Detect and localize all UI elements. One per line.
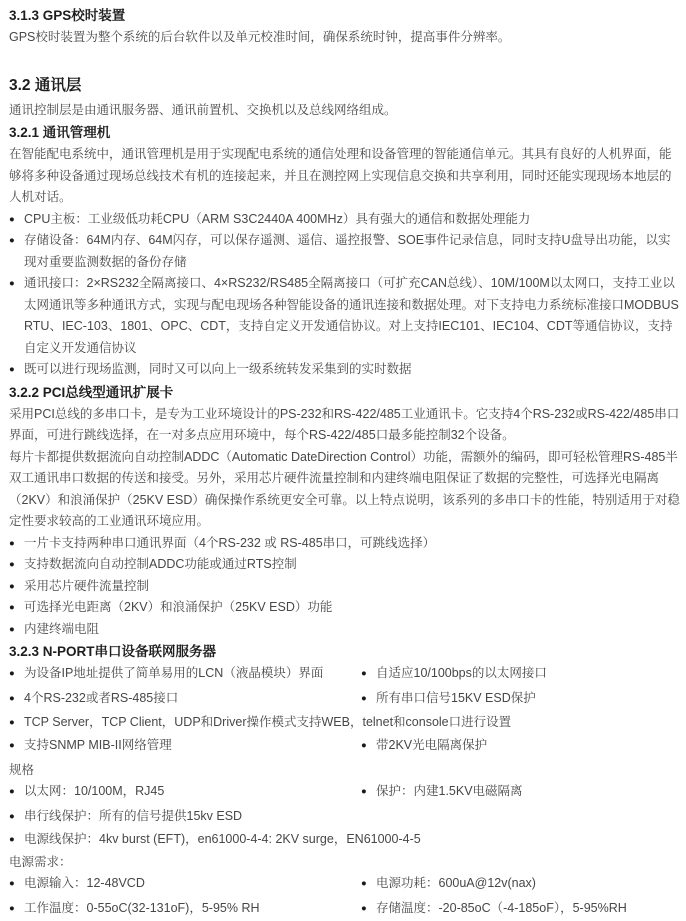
bullet-item-serial-line-protection bbox=[9, 806, 680, 828]
bullet-text: 支持数据流向自动控制ADDC功能或通过RTS控制 bbox=[24, 557, 297, 571]
paragraph-3-2: 通讯控制层是由通讯服务器、通讯前置机、交换机以及总线网络组成。 bbox=[9, 102, 397, 117]
bullet-text: 自适应10/100bps的以太网接口 bbox=[376, 666, 547, 680]
bullet-icon: ● bbox=[361, 740, 367, 751]
bullet-item-esd-protection bbox=[361, 688, 680, 710]
feature-row bbox=[9, 735, 680, 758]
section-heading-3-1-3: 3.1.3 GPS校时装置 bbox=[9, 8, 126, 23]
bullet-text: 为设备IP地址提供了简单易用的LCN（液晶模块）界面 bbox=[24, 666, 324, 680]
bullet-icon: ● bbox=[361, 692, 367, 704]
bullet-icon: ● bbox=[9, 668, 15, 679]
paragraph-3-1-3: GPS校时装置为整个系统的后台软件以及单元校准时间，确保系统时钟，提高事件分辨率。 bbox=[9, 30, 511, 44]
bullet-icon: ● bbox=[9, 692, 15, 704]
bullet-icon: ● bbox=[9, 580, 15, 592]
bullet-text: 电源功耗：600uA@12v(nax) bbox=[376, 876, 536, 890]
bullet-text: 存储设备：64M内存、64M闪存，可以保存遥测、遥信、遥控报警、SOE事件记录信息，同时支持U盘导出功能，以实现对重要监测数据的备份存储 bbox=[24, 233, 671, 269]
bullet-icon: ● bbox=[9, 364, 15, 375]
paragraph-3-2-2-b: 每片卡都提供数据流向自动控制ADDC（Automatic DateDirection Control）功能，需额外的编码，即可轻松管理RS-485半双工通讯串口数据的传送和接受。另外，采用芯片硬件流量控制和内建终端电阻保证了数据的完整性，可选择光电隔离（2KV）和浪涌保护（25KV ESD）确保操作系统更安全可靠。以上特点说明，该系列的多串口卡的性能，特别适用于对稳定性要求较高的工业通讯环境应用。 bbox=[9, 449, 680, 528]
section-heading-3-2-1: 3.2.1 通讯管理机 bbox=[9, 125, 111, 140]
bullet-text: 一片卡支持两种串口通讯界面（4个RS-232 或 RS-485串口，可跳线选择） bbox=[24, 535, 436, 550]
bullet-icon: ● bbox=[361, 878, 367, 889]
paragraph-3-2-2-a: 采用PCI总线的多串口卡，是专为工业环境设计的PS-232和RS-422/485工业通讯卡。它支持4个RS-232或RS-422/485串口界面，可进行跳线选择，在一对多点应用环境中，每个RS-422/485口最多能控制32个设备。 bbox=[9, 406, 680, 442]
bullet-item-terminal-resistor bbox=[9, 619, 680, 641]
paragraph-3-2-1: 在智能配电系统中，通讯管理机是用于实现配电系统的通信处理和设备管理的智能通信单元。其具有良好的人机界面，能够将多种设备通过现场总线技术有机的连接起来，并且在测控网上实现信息交换和共享利用，同时还能实现现场本地层的人机对话。 bbox=[9, 147, 672, 204]
bullet-text: 可选择光电距离（2KV）和浪涌保护（25KV ESD）功能 bbox=[24, 600, 333, 614]
bullet-text: 支持SNMP MIB-II网络管理 bbox=[24, 738, 172, 752]
power-row bbox=[9, 898, 680, 921]
bullet-item-em-isolation bbox=[361, 781, 680, 803]
section-heading-3-2: 3.2 通讯层 bbox=[9, 76, 82, 94]
bullet-item-operating-temp bbox=[9, 898, 361, 920]
bullet-text: 带2KV光电隔离保护 bbox=[376, 738, 488, 752]
bullet-text: 电源输入：12-48VCD bbox=[24, 876, 145, 890]
bullet-icon: ● bbox=[9, 278, 15, 289]
bullet-item-ethernet-auto bbox=[361, 663, 680, 685]
bullet-item-power-consumption bbox=[361, 873, 680, 895]
bullet-item-two-serial-types bbox=[9, 533, 680, 555]
bullet-icon: ● bbox=[9, 717, 15, 728]
bullet-text: 工作温度：0-55oC(32-131oF)，5-95% RH bbox=[24, 900, 260, 915]
bullet-text: 保护：内建1.5KV电磁隔离 bbox=[376, 784, 523, 798]
bullet-text: 通讯接口：2×RS232全隔离接口、4×RS232/RS485全隔离接口（可扩充CAN总线）、10M/100M以太网口，支持工业以太网通讯等多种通讯方式，实现与配电现场各种智能设备的通讯连接和数据处理。对下支持电力系统标准接口MODBUS RTU、IEC-103、1801、OPC、CDT，支持自定义开发通信协议。对上支持IEC101、IEC104、CDT等通信协议，支持自定义开发通信协议 bbox=[24, 276, 679, 355]
bullet-item-flow-control bbox=[9, 576, 680, 598]
bullet-icon: ● bbox=[9, 740, 15, 751]
bullet-text: TCP Server，TCP Client，UDP和Driver操作模式支持WEB，telnet和console口进行设置 bbox=[24, 715, 512, 729]
bullet-icon: ● bbox=[361, 668, 367, 679]
bullet-item-isolation-surge bbox=[9, 597, 680, 619]
bullet-item-tcp-modes bbox=[9, 712, 680, 734]
bullet-text: 既可以进行现场监测，同时又可以向上一级系统转发采集到的实时数据 bbox=[24, 362, 412, 376]
section-3-2-3 bbox=[9, 641, 680, 921]
bullet-icon: ● bbox=[9, 833, 15, 845]
bullet-text: 内建终端电阻 bbox=[24, 621, 100, 636]
power-requirements-label: 电源需求： bbox=[9, 854, 72, 869]
bullet-text: 以太网：10/100M，RJ45 bbox=[24, 784, 165, 798]
bullet-item-lcn bbox=[9, 663, 361, 685]
bullet-icon: ● bbox=[9, 786, 15, 797]
spec-label: 规格 bbox=[9, 762, 35, 777]
bullet-item-onsite-monitor bbox=[9, 359, 680, 381]
power-row bbox=[9, 873, 680, 896]
bullet-icon: ● bbox=[9, 537, 15, 549]
bullet-icon: ● bbox=[9, 810, 15, 822]
section-heading-3-2-3: 3.2.3 N-PORT串口设备联网服务器 bbox=[9, 644, 217, 659]
bullet-item-ethernet-spec bbox=[9, 781, 361, 803]
bullet-icon: ● bbox=[361, 902, 367, 914]
section-heading-3-2-2: 3.2.2 PCI总线型通讯扩展卡 bbox=[9, 384, 174, 400]
bullet-text: 电源线保护：4kv burst (EFT)，en61000-4-4: 2KV surge，EN61000-4-5 bbox=[24, 831, 421, 846]
bullet-text: 采用芯片硬件流量控制 bbox=[24, 578, 150, 593]
bullet-icon: ● bbox=[9, 213, 15, 225]
bullet-text: 存储温度：-20-85oC（-4-185oF），5-95%RH bbox=[376, 900, 627, 915]
bullet-item-snmp bbox=[9, 735, 361, 757]
bullet-item-2kv-isolation bbox=[361, 735, 680, 757]
bullet-icon: ● bbox=[9, 902, 15, 914]
bullet-item-storage bbox=[9, 230, 680, 273]
bullet-item-addc-rts bbox=[9, 554, 680, 576]
bullet-icon: ● bbox=[9, 559, 15, 570]
bullet-icon: ● bbox=[361, 786, 367, 797]
bullet-item-serial-ports bbox=[9, 688, 361, 710]
bullet-item-power-line-protection bbox=[9, 829, 680, 851]
bullet-text: CPU主板：工业级低功耗CPU（ARM S3C2440A 400MHz）具有强大的通信和数据处理能力 bbox=[24, 211, 531, 226]
bullet-text: 串行线保护：所有的信号提供15kv ESD bbox=[24, 808, 243, 823]
bullet-icon: ● bbox=[9, 878, 15, 889]
bullet-item-storage-temp bbox=[361, 898, 680, 920]
feature-row bbox=[9, 663, 680, 686]
bullet-item-comm-interface bbox=[9, 273, 680, 359]
spec-row bbox=[9, 781, 680, 804]
bullet-icon: ● bbox=[9, 235, 15, 246]
feature-row bbox=[9, 688, 680, 711]
bullet-item-power-input bbox=[9, 873, 361, 895]
bullet-icon: ● bbox=[9, 602, 15, 613]
bullet-item-cpu bbox=[9, 209, 680, 231]
bullet-text: 4个RS-232或者RS-485接口 bbox=[24, 690, 179, 705]
bullet-icon: ● bbox=[9, 623, 15, 635]
bullet-text: 所有串口信号15KV ESD保护 bbox=[376, 690, 536, 705]
